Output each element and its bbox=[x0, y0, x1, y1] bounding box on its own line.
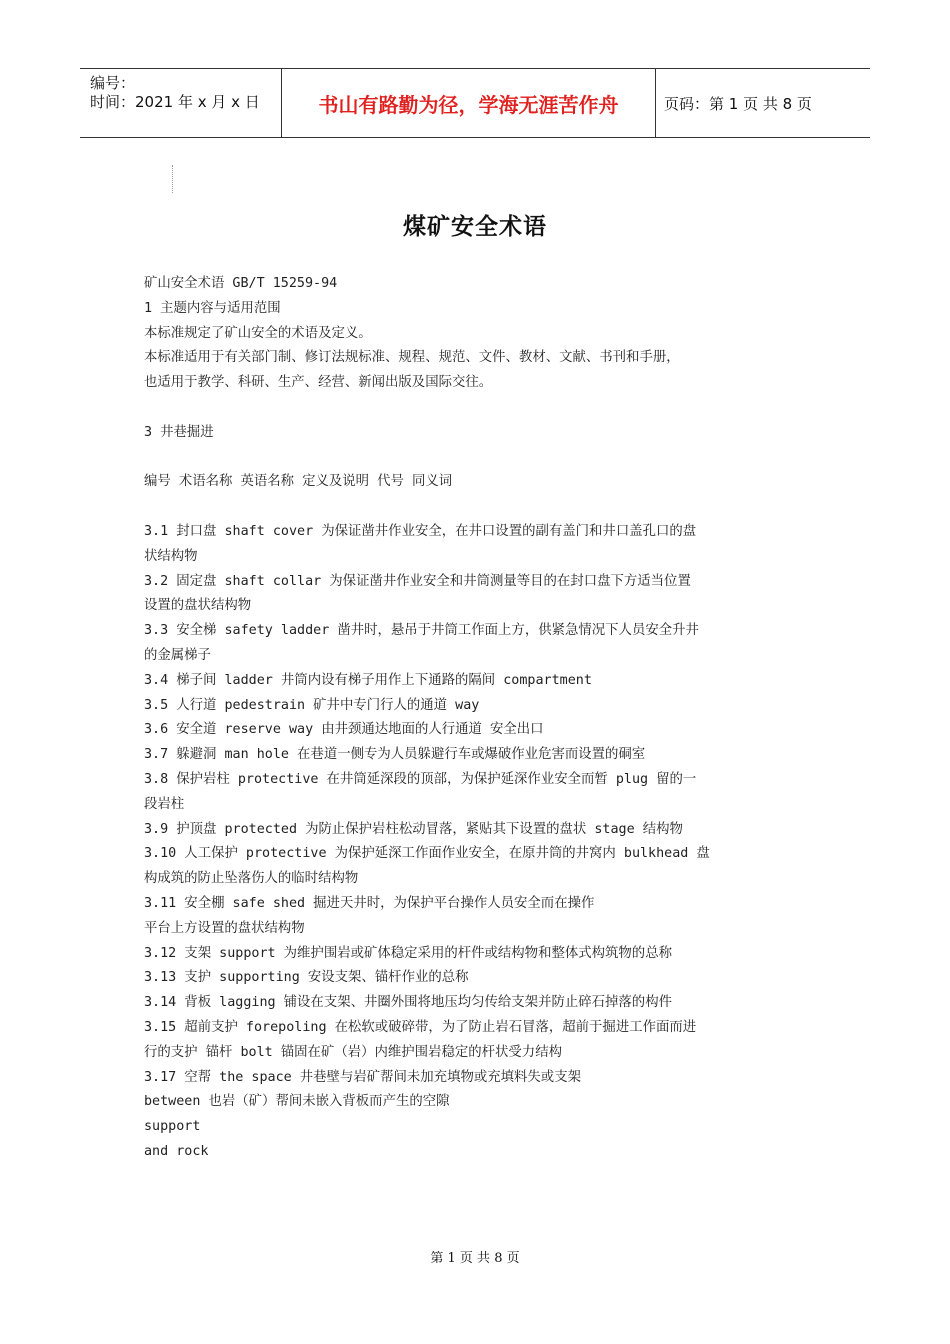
body-line: 3.14 背板 lagging 铺设在支架、井圈外围将地压均匀传给支架并防止碎石掉落的构件 bbox=[144, 995, 672, 1011]
body-line: support bbox=[144, 1119, 201, 1135]
body-line: 3.17 空帮 the space 井巷壁与岩矿帮间未加充填物或充填料失或支架 bbox=[144, 1069, 581, 1085]
body-line: 也适用于教学、科研、生产、经营、新闻出版及国际交往。 bbox=[144, 375, 493, 391]
body-line: and rock bbox=[144, 1143, 209, 1159]
body-line: 构成筑的防止坠落伤人的临时结构物 bbox=[144, 871, 359, 887]
body-line: 3.6 安全道 reserve way 由井颈通达地面的人行通道 安全出口 bbox=[144, 722, 544, 738]
body-line: 编号 术语名称 英语名称 定义及说明 代号 同义词 bbox=[144, 474, 453, 490]
body-line: 3.10 人工保护 protective 为保护延深工作面作业安全，在原井筒的井窝内 bulkhead 盘 bbox=[144, 846, 710, 862]
blank-line bbox=[144, 396, 814, 421]
body-line: 3.5 人行道 pedestrain 矿井中专门行人的通道 way bbox=[144, 697, 480, 713]
document-body bbox=[144, 272, 814, 1165]
body-line: 行的支护 锚杆 bolt 锚固在矿（岩）内维护围岩稳定的杆状受力结构 bbox=[144, 1044, 562, 1060]
header-page-info: 页码：第 1 页 共 8 页 bbox=[664, 95, 812, 113]
body-line: 的金属梯子 bbox=[144, 647, 211, 663]
body-line: 3 井巷掘进 bbox=[144, 424, 214, 440]
body-line: 3.4 梯子间 ladder 井筒内设有梯子用作上下通路的隔间 compartment bbox=[144, 672, 592, 688]
body-line: 平台上方设置的盘状结构物 bbox=[144, 920, 305, 936]
body-line: 1 主题内容与适用范围 bbox=[144, 300, 281, 316]
blank-line bbox=[144, 495, 814, 520]
body-line: 3.12 支架 support 为维护围岩或矿体稳定采用的杆件或结构物和整体式构筑物的总称 bbox=[144, 945, 672, 961]
body-line: 3.11 安全棚 safe shed 掘进天井时，为保护平台操作人员安全而在操作 bbox=[144, 895, 595, 911]
body-line: 3.13 支护 supporting 安设支架、锚杆作业的总称 bbox=[144, 970, 469, 986]
body-line: 3.2 固定盘 shaft collar 为保证凿井作业安全和井筒测量等目的在封口盘下方适当位置 bbox=[144, 573, 691, 589]
document-number-label: 编号： bbox=[90, 74, 136, 92]
body-line: 3.7 躲避洞 man hole 在巷道一侧专为人员躲避行车或爆破作业危害而设置的硐室 bbox=[144, 747, 646, 763]
document-header bbox=[80, 68, 870, 138]
margin-dotted-line bbox=[172, 165, 173, 193]
body-line: 状结构物 bbox=[144, 548, 198, 564]
blank-line bbox=[144, 446, 814, 471]
body-line: 3.1 封口盘 shaft cover 为保证凿井作业安全，在井口设置的副有盖门和井口盖孔口的盘 bbox=[144, 523, 697, 539]
header-motto: 书山有路勤为径，学海无涯苦作舟 bbox=[318, 92, 619, 117]
document-title: 煤矿安全术语 bbox=[403, 214, 547, 240]
body-line: 3.3 安全梯 safety ladder 凿井时，悬吊于井筒工作面上方，供紧急情况下人员安全升井 bbox=[144, 623, 699, 639]
body-line: between 也岩（矿）帮间未嵌入背板而产生的空隙 bbox=[144, 1094, 450, 1110]
document-date: 时间：2021 年 x 月 x 日 bbox=[90, 93, 260, 111]
body-line: 3.8 保护岩柱 protective 在井筒延深段的顶部，为保护延深作业安全而暂 plug 留的一 bbox=[144, 771, 697, 787]
header-meta bbox=[80, 69, 280, 137]
body-line: 本标准适用于有关部门制、修订法规标准、规程、规范、文件、教材、文献、书刊和手册， bbox=[144, 350, 680, 366]
body-line: 段岩柱 bbox=[144, 796, 185, 812]
page-footer: 第 1 页 共 8 页 bbox=[430, 1251, 520, 1266]
body-line: 3.15 超前支护 forepoling 在松软或破碎带，为了防止岩石冒落，超前于掘进工作面而进 bbox=[144, 1019, 697, 1035]
header-divider bbox=[655, 69, 656, 137]
body-line: 矿山安全术语 GB/T 15259-94 bbox=[144, 276, 338, 291]
body-line: 3.9 护顶盘 protected 为防止保护岩柱松动冒落，紧贴其下设置的盘状 stage 结构物 bbox=[144, 821, 683, 837]
body-line: 设置的盘状结构物 bbox=[144, 598, 252, 614]
body-line: 本标准规定了矿山安全的术语及定义。 bbox=[144, 325, 372, 341]
